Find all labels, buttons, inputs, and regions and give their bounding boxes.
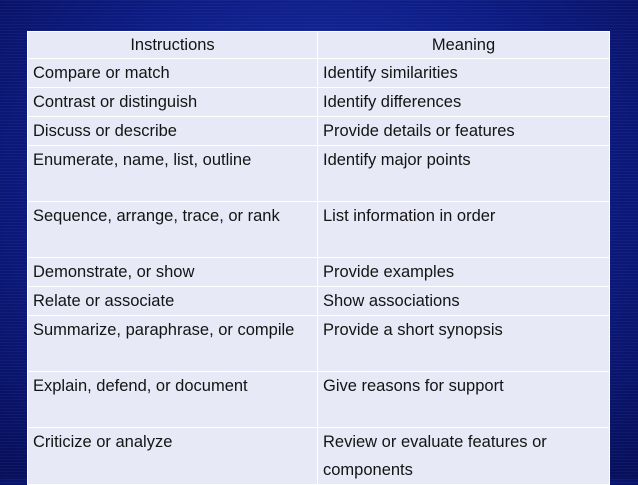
meaning-cell: Provide details or features — [318, 117, 610, 146]
table-row — [28, 428, 610, 485]
header-instructions: Instructions — [28, 32, 318, 59]
meaning-cell: Identify major points — [318, 146, 610, 202]
meaning-cell: Identify differences — [318, 88, 610, 117]
meaning-cell: List information in order — [318, 202, 610, 258]
instruction-cell: Contrast or distinguish — [28, 88, 318, 117]
instructions-table — [27, 31, 610, 485]
header-row — [28, 32, 610, 59]
instruction-cell: Compare or match — [28, 59, 318, 88]
table-row — [28, 258, 610, 287]
table-row — [28, 117, 610, 146]
instruction-cell: Demonstrate, or show — [28, 258, 318, 287]
instruction-cell: Relate or associate — [28, 287, 318, 316]
instruction-cell: Criticize or analyze — [28, 428, 318, 485]
table-row — [28, 372, 610, 428]
table-row — [28, 146, 610, 202]
header-meaning: Meaning — [318, 32, 610, 59]
instruction-cell: Discuss or describe — [28, 117, 318, 146]
table-row — [28, 202, 610, 258]
meaning-cell: Give reasons for support — [318, 372, 610, 428]
meaning-cell: Provide a short synopsis — [318, 316, 610, 372]
instruction-cell: Enumerate, name, list, outline — [28, 146, 318, 202]
table-row — [28, 88, 610, 117]
meaning-cell: Review or evaluate features or components — [318, 428, 610, 485]
instruction-cell: Sequence, arrange, trace, or rank — [28, 202, 318, 258]
instruction-cell: Summarize, paraphrase, or compile — [28, 316, 318, 372]
meaning-cell: Show associations — [318, 287, 610, 316]
table-row — [28, 287, 610, 316]
table-row — [28, 59, 610, 88]
instruction-cell: Explain, defend, or document — [28, 372, 318, 428]
meaning-cell: Identify similarities — [318, 59, 610, 88]
meaning-cell: Provide examples — [318, 258, 610, 287]
table-row — [28, 316, 610, 372]
